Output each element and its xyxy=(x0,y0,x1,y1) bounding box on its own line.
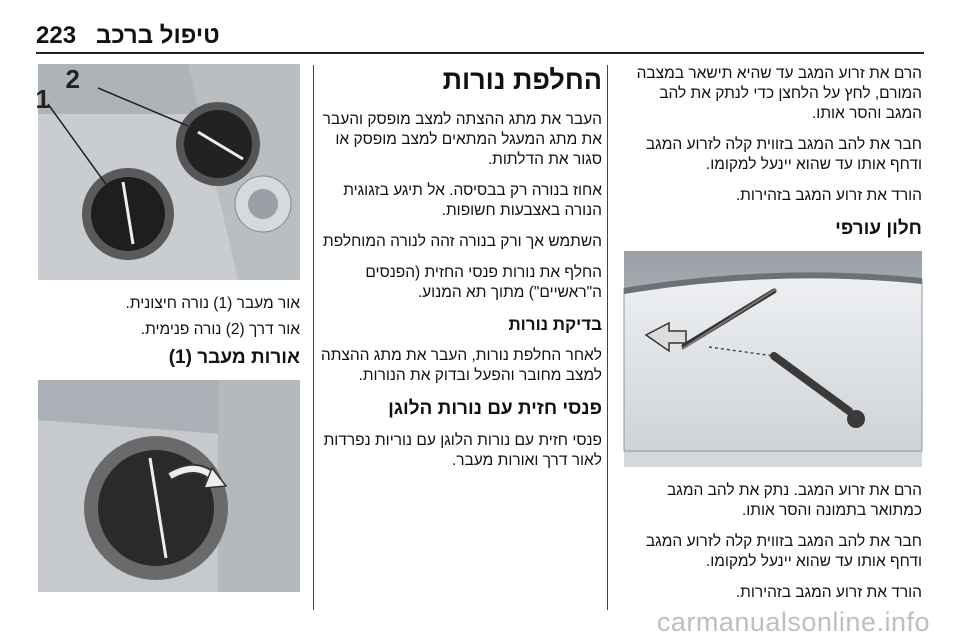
paragraph: החלף את נורות פנסי החזית (הפנסים ה"ראשיים") מתוך תא המנוע. xyxy=(365,264,602,301)
callout-1: 1 xyxy=(35,84,50,114)
figure-caption: אור דרך (2) נורה פנימית. xyxy=(140,321,300,338)
paragraph: לאחר החלפת נורות, העבר את מתג ההצתה למצב מחובר והפעל ובדוק את הנורות. xyxy=(320,347,602,384)
column-divider-left xyxy=(313,65,314,610)
section-title: טיפול ברכב xyxy=(96,22,220,49)
paragraph: השתמש אך ורק בנורה זהה לנורה המוחלפת xyxy=(323,233,602,250)
paragraph: הורד את זרוע המגב בזהירות. xyxy=(735,187,922,204)
heading-rear-window: חלון עורפי xyxy=(835,218,922,239)
column-divider-right xyxy=(607,65,608,610)
heading-bulb-check: בדיקת נורות xyxy=(508,315,602,334)
paragraph: אחוז בנורה רק בבסיסה. אל תיגע בזגוגית הנורה באצבעות חשופות. xyxy=(343,182,602,219)
column-left xyxy=(35,64,300,606)
heading-bulb-replacement: החלפת נורות xyxy=(442,65,602,95)
watermark: carmanualsonline.info xyxy=(656,607,930,637)
callout-2: 2 xyxy=(65,64,80,94)
rear-wiper-illustration xyxy=(624,251,922,467)
heading-halogen-headlights: פנסי חזית עם נורות הלוגן xyxy=(388,398,602,419)
heading-low-beam: אורות מעבר (1) xyxy=(168,347,300,368)
column-middle xyxy=(320,64,602,482)
paragraph: העבר את מתג ההצתה למצב מופסק והעבר את מתג המעגל המתאים למצב מופסק או סגור את הדלתות. xyxy=(322,111,602,168)
paragraph: הורד את זרוע המגב בזהירות. xyxy=(735,584,922,601)
headlight-covers-illustration xyxy=(35,64,300,280)
paragraph: חבר את להב המגב בזווית קלה לזרוע המגב ודחף אותו עד שהוא יינעל למקומו. xyxy=(645,533,922,570)
low-beam-cover-illustration xyxy=(38,380,300,592)
figure-caption: אור מעבר (1) נורה חיצונית. xyxy=(125,295,300,312)
page-number: 223 xyxy=(36,22,77,49)
column-right xyxy=(624,64,922,614)
paragraph: הרם את זרוע המגב עד שהיא תישאר במצבה המורם, לחץ על הלחצן כדי לנתק את להב המגב והסר אותו. xyxy=(636,65,922,122)
header-rule xyxy=(36,52,924,54)
paragraph: פנסי חזית עם נורות הלוגן עם נוריות נפרדות לאור דרך ואורות מעבר. xyxy=(323,432,602,469)
paragraph: הרם את זרוע המגב. נתק את להב המגב כמתואר בתמונה והסר אותו. xyxy=(667,482,922,519)
paragraph: חבר את להב המגב בזווית קלה לזרוע המגב ודחף אותו עד שהוא יינעל למקומו. xyxy=(645,136,922,173)
